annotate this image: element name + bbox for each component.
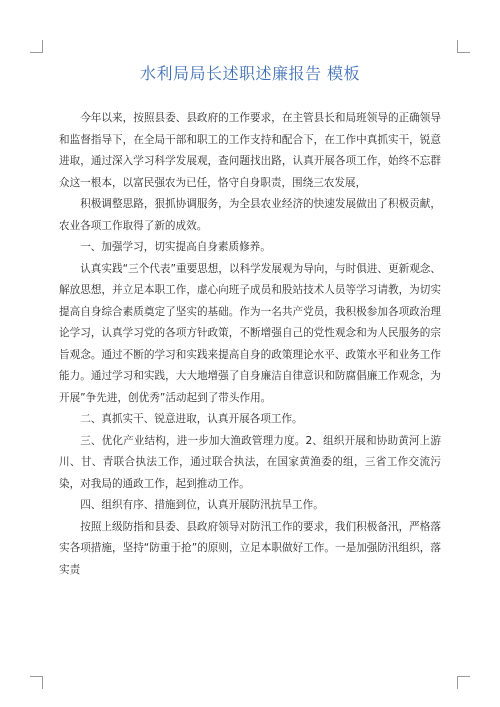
paragraph-section-1: 认真实践“三个代表”重要思想，以科学发展观为导向，与时俱进、更新观念、解放思想，并立足本职工作，虚心向班子成员和股站技术人员等学习请教，为切实提高自身综合素质奠定了坚实的基础。作为一名共产党员，我积极参加各项政治理论学习，认真学习党的各项方针政策，不断增强自己的党性观念和为人民服务的宗旨观念。通过不断的学习和实践来提高自身的政策理论水平、政策水平和业务工作能力。通过学习和实践，大大地增强了自身廉洁自律意识和防腐倡廉工作观念，为开展”争先进，创优秀”活动起到了带头作用。: [59, 262, 441, 404]
section-heading-1: 一、加强学习，切实提高自身素质修养。: [80, 241, 271, 253]
document-page: [59, 60, 441, 581]
section-heading-2: 二、真抓实干、锐意进取，认真开展各项工作。: [80, 413, 303, 425]
crop-mark-bottom-right: [457, 676, 470, 689]
paragraph-section-3: 三、优化产业结构，进一步加大渔政管理力度。2、组织开展和协助黄河上游川、甘、青联合执法工作，通过联合执法，在国家黄渔委的组，三省工作交流污染，对我局的通政工作，起到推动工作。: [59, 434, 441, 490]
crop-mark-top-left: [30, 40, 43, 53]
crop-mark-bottom-left: [30, 676, 43, 689]
section-heading-4: 四、组织有序、措施到位，认真开展防汛抗旱工作。: [80, 499, 324, 511]
paragraph-section-4: 按照上级防指和县委、县政府领导对防汛工作的要求，我们积极备汛，严格落实各项措施，坚持“防重于抢”的原则，立足本职做好工作。一是加强防汛组织，落实责: [59, 520, 441, 576]
crop-mark-top-right: [457, 40, 470, 53]
paragraph-intro-continued: 积极调整思路，狠抓协调服务，为全县农业经济的快速发展做出了积极贡献，农业各项工作取得了新的成效。: [59, 198, 441, 232]
paragraph-intro: 今年以来，按照县委、县政府的工作要求，在主管县长和局班领导的正确领导和监督指导下，在全局干部和职工的工作支持和配合下，在工作中真抓实干，锐意进取，通过深入学习科学发展观，查问题找出路，认真开展各项工作，始终不忘群众这一根本，以富民强农为已任，恪守自身职责，围绕三农发展，: [59, 112, 441, 189]
document-title: 水利局局长述职述廉报告 模板: [139, 64, 361, 83]
